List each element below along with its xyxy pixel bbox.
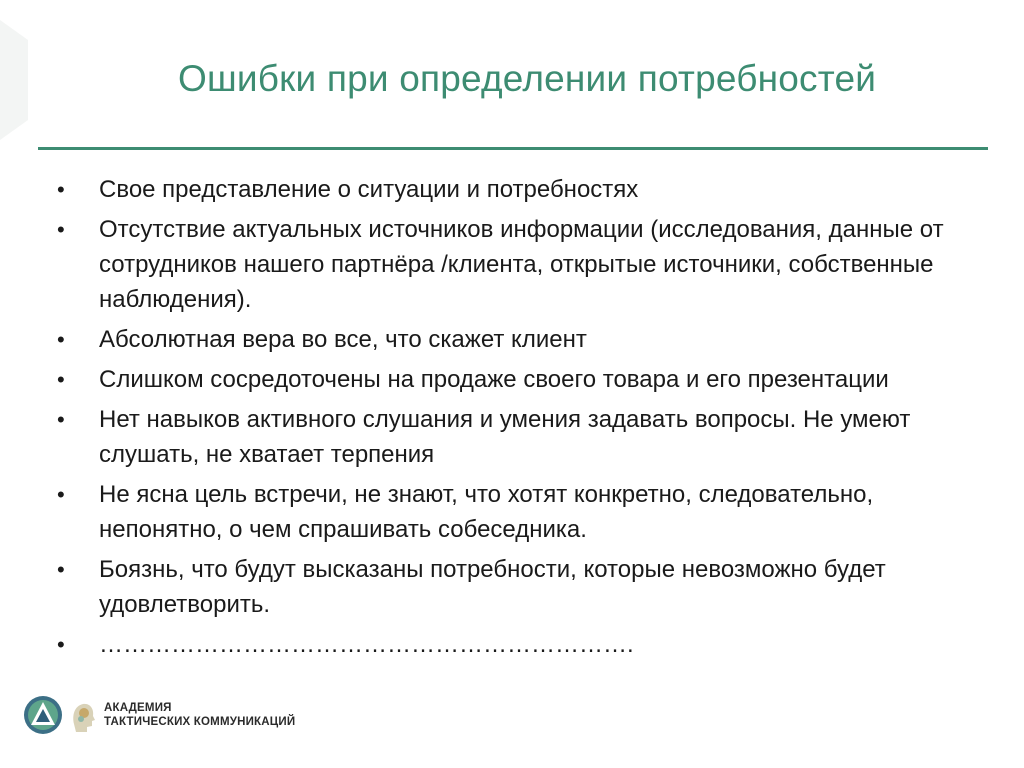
list-item-text: Свое представление о ситуации и потребностях (99, 176, 639, 203)
list-item (57, 362, 987, 397)
list-item-text: Не ясна цель встречи, не знают, что хотят конкретно, следовательно, непонятно, о чем спрашивать собеседника. (99, 481, 874, 543)
logo-text (104, 701, 295, 729)
list-item-text: Абсолютная вера во все, что скажет клиент (99, 326, 587, 353)
list-item (57, 172, 987, 207)
bullet-icon: • (57, 327, 65, 352)
list-item (57, 552, 987, 622)
background-watermark (0, 20, 40, 140)
bullet-icon: • (57, 367, 65, 392)
list-item-text: Слишком сосредоточены на продаже своего товара и его презентации (99, 366, 889, 393)
academy-triangle-logo-icon (22, 694, 64, 736)
bullet-icon: • (57, 632, 65, 657)
list-item-text: Боязнь, что будут высказаны потребности, которые невозможно будет удовлетворить. (99, 556, 886, 618)
head-silhouette-icon (70, 694, 96, 736)
list-item (57, 322, 987, 357)
list-item (57, 627, 987, 662)
list-item (57, 402, 987, 472)
logo-line-1: АКАДЕМИЯ (104, 702, 172, 714)
bullet-icon: • (57, 217, 65, 242)
list-item-text: Отсутствие актуальных источников информации (исследования, данные от сотрудников нашего партнёра /клиента, открытые источники, собственные наблюдения). (99, 216, 944, 313)
bullet-icon: • (57, 177, 65, 202)
slide-title: Ошибки при определении потребностей (178, 58, 877, 99)
list-item-text: …………………………………………………………. (99, 631, 634, 658)
list-item (57, 212, 987, 317)
company-logo (22, 694, 295, 736)
list-item-text: Нет навыков активного слушания и умения задавать вопросы. Не умеют слушать, не хватает терпения (99, 406, 911, 468)
bullet-icon: • (57, 482, 65, 507)
title-divider (38, 147, 988, 150)
list-item (57, 477, 987, 547)
bullet-list (57, 172, 987, 667)
bullet-icon: • (57, 557, 65, 582)
bullet-icon: • (57, 407, 65, 432)
logo-line-2: ТАКТИЧЕСКИХ КОММУНИКАЦИЙ (104, 716, 296, 728)
